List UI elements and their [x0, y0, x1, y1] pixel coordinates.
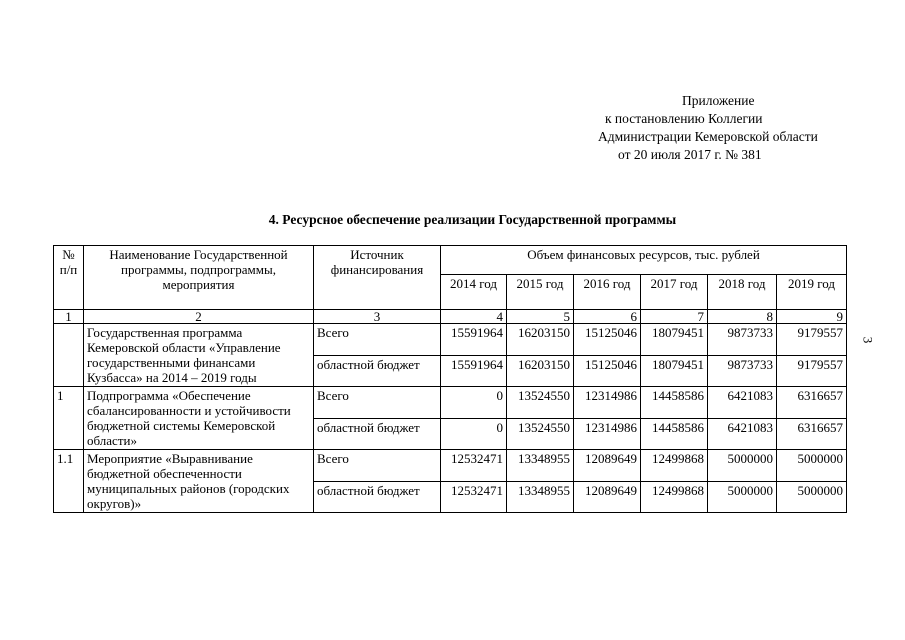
value-cell: 5000000: [708, 481, 777, 513]
header-year: 2018 год: [708, 275, 777, 310]
value-cell: 12499868: [641, 481, 708, 513]
index-cell: 9: [777, 310, 847, 324]
value-cell: 16203150: [507, 355, 574, 387]
value-cell: 12499868: [641, 450, 708, 482]
source-label: областной бюджет: [314, 418, 441, 450]
value-cell: 12532471: [441, 481, 507, 513]
index-row: [54, 310, 847, 324]
index-cell: 5: [507, 310, 574, 324]
value-cell: 13524550: [507, 418, 574, 450]
value-cell: 13348955: [507, 450, 574, 482]
value-cell: 16203150: [507, 324, 574, 356]
source-label: Всего: [314, 450, 441, 482]
index-cell: 8: [708, 310, 777, 324]
source-label: Всего: [314, 387, 441, 419]
value-cell: 9179557: [777, 355, 847, 387]
value-cell: 6316657: [777, 387, 847, 419]
value-cell: 5000000: [777, 481, 847, 513]
section-title: 4. Ресурсное обеспечение реализации Государственной программы: [268, 212, 677, 227]
header-year: 2019 год: [777, 275, 847, 310]
row-name: Мероприятие «Выравнивание бюджетной обеспеченности муниципальных районов (городских округов)»: [84, 450, 314, 513]
index-cell: 2: [84, 310, 314, 324]
page-number: 3: [860, 336, 876, 344]
header-name: Наименование Государственной программы, подпрограммы, мероприятия: [84, 246, 314, 310]
appendix-line-4: от 20 июля 2017 г. № 381: [618, 147, 762, 162]
source-label: областной бюджет: [314, 481, 441, 513]
value-cell: 9873733: [708, 355, 777, 387]
row-num: [54, 324, 84, 387]
value-cell: 12089649: [574, 481, 641, 513]
header-year: 2016 год: [574, 275, 641, 310]
value-cell: 18079451: [641, 324, 708, 356]
value-cell: 15591964: [441, 324, 507, 356]
value-cell: 6316657: [777, 418, 847, 450]
table-row: [54, 324, 847, 356]
header-year: 2017 год: [641, 275, 708, 310]
value-cell: 13524550: [507, 387, 574, 419]
header-row-1: [54, 246, 847, 275]
row-name: Государственная программа Кемеровской области «Управление государственными финансами Кузбасса» на 2014 – 2019 годы: [84, 324, 314, 387]
index-cell: 1: [54, 310, 84, 324]
row-num: 1.1: [54, 450, 84, 513]
index-cell: 7: [641, 310, 708, 324]
value-cell: 15125046: [574, 324, 641, 356]
row-name: Подпрограмма «Обеспечение сбалансированности и устойчивости бюджетной системы Кемеровской области»: [84, 387, 314, 450]
header-volume: Объем финансовых ресурсов, тыс. рублей: [441, 246, 847, 275]
value-cell: 15125046: [574, 355, 641, 387]
value-cell: 12532471: [441, 450, 507, 482]
value-cell: 9179557: [777, 324, 847, 356]
table-row: [54, 450, 847, 482]
value-cell: 12314986: [574, 418, 641, 450]
appendix-block: [560, 92, 880, 164]
row-num: 1: [54, 387, 84, 450]
value-cell: 13348955: [507, 481, 574, 513]
value-cell: 0: [441, 418, 507, 450]
value-cell: 12314986: [574, 387, 641, 419]
index-cell: 4: [441, 310, 507, 324]
appendix-line-2: к постановлению Коллегии: [605, 111, 763, 126]
value-cell: 6421083: [708, 387, 777, 419]
value-cell: 12089649: [574, 450, 641, 482]
header-year: 2015 год: [507, 275, 574, 310]
value-cell: 18079451: [641, 355, 708, 387]
source-label: областной бюджет: [314, 355, 441, 387]
value-cell: 0: [441, 387, 507, 419]
header-num: № п/п: [54, 246, 84, 310]
index-cell: 6: [574, 310, 641, 324]
appendix-line-1: Приложение: [682, 93, 755, 108]
value-cell: 5000000: [777, 450, 847, 482]
value-cell: 14458586: [641, 418, 708, 450]
table-row: [54, 387, 847, 419]
value-cell: 14458586: [641, 387, 708, 419]
index-cell: 3: [314, 310, 441, 324]
value-cell: 5000000: [708, 450, 777, 482]
value-cell: 9873733: [708, 324, 777, 356]
value-cell: 15591964: [441, 355, 507, 387]
appendix-line-3: Администрации Кемеровской области: [598, 129, 818, 144]
header-year: 2014 год: [441, 275, 507, 310]
resource-table: [53, 245, 847, 513]
source-label: Всего: [314, 324, 441, 356]
value-cell: 6421083: [708, 418, 777, 450]
header-source: Источник финансирования: [314, 246, 441, 310]
